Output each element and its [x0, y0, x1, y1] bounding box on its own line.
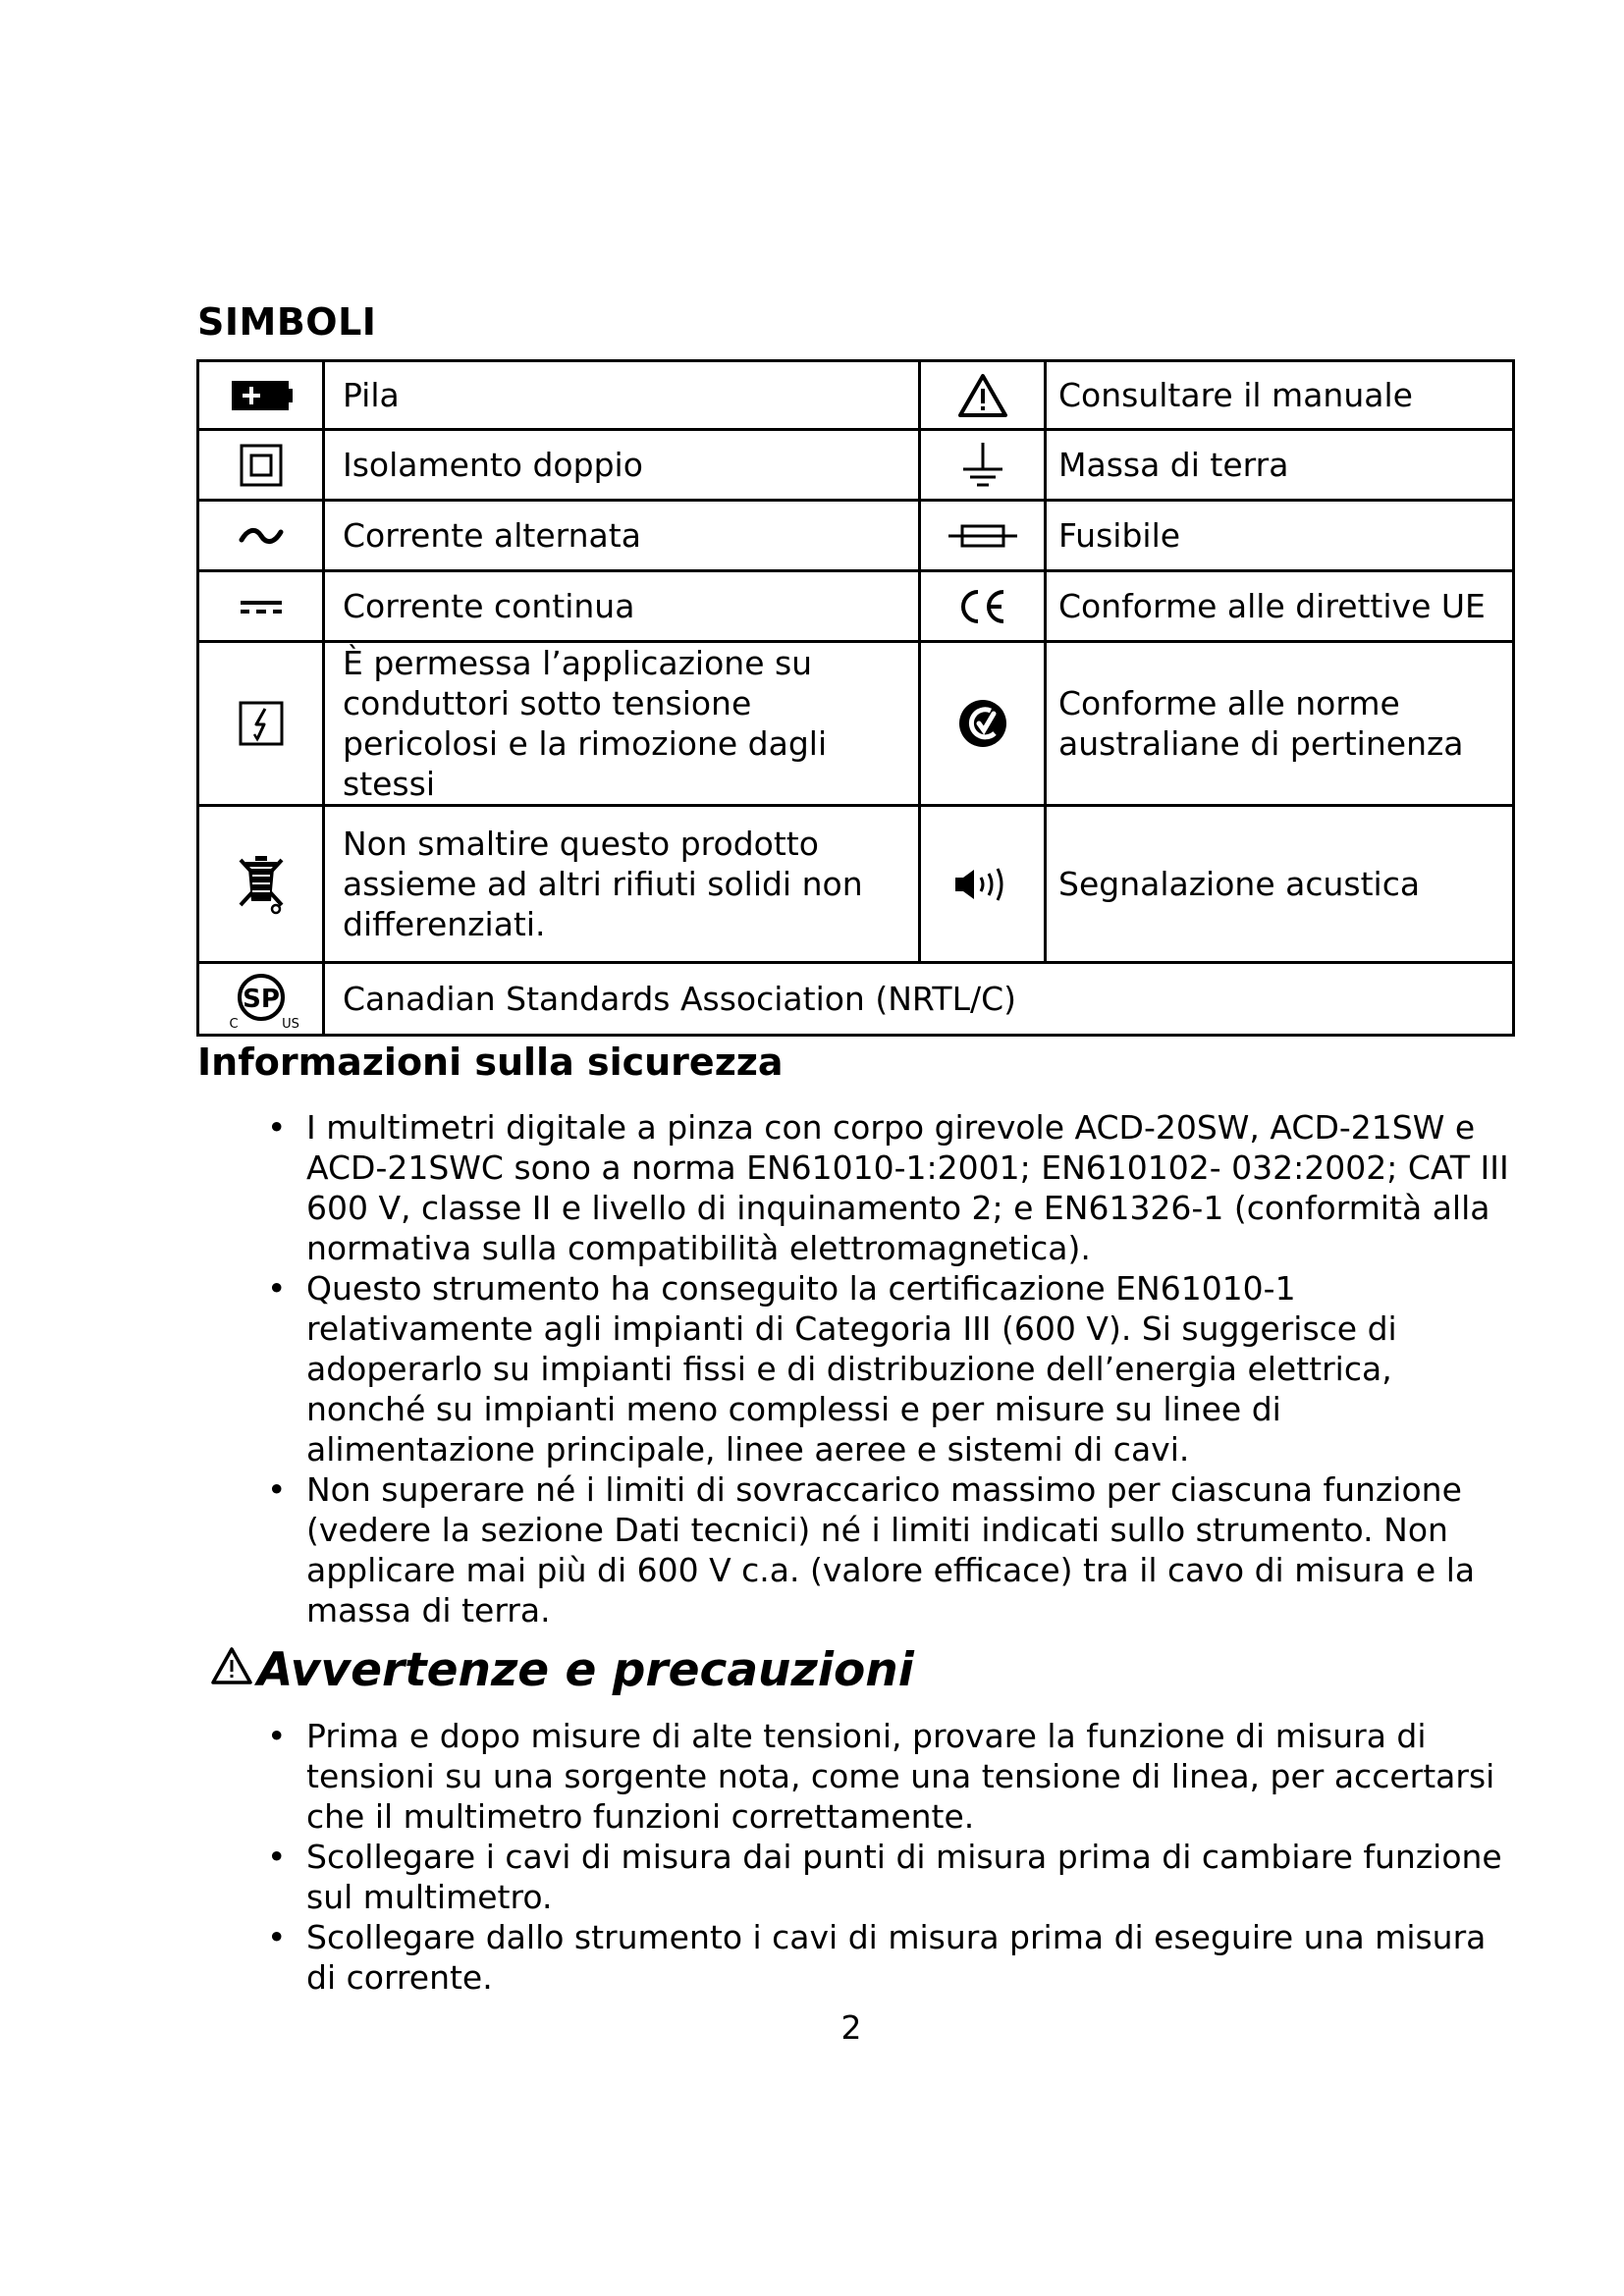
symbol-label: Segnalazione acustica [1046, 806, 1514, 963]
warnings-heading-text: Avvertenze e precauzioni [257, 1643, 914, 1697]
list-item: • Scollegare i cavi di misura dai punti di misura prima di cambiare funzione sul multimetro. [267, 1837, 1514, 1917]
dc-icon [198, 571, 324, 642]
c-tick-icon [920, 642, 1046, 806]
symbol-label: Corrente continua [324, 571, 920, 642]
symbols-row [198, 501, 1514, 571]
symbol-label: Consultare il manuale [1046, 361, 1514, 430]
csa-mark-us: US [281, 1016, 299, 1031]
symbol-label: Fusibile [1046, 501, 1514, 571]
csa-mark-icon [198, 963, 324, 1036]
hazardous-live-icon [198, 642, 324, 806]
warnings-list [267, 1716, 1514, 1998]
list-item: • Questo strumento ha conseguito la certificazione EN61010-1 relativamente agli impianti di Categoria III (600 V). Si suggerisce di adoperarlo su impianti fissi e di distribuzione dell’energia elettrica, nonché su impianti meno complessi e per misure su linee di alimentazione principale, linee aeree e sistemi di cavi. [267, 1268, 1514, 1469]
symbol-label: Canadian Standards Association (NRTL/C) [324, 963, 1514, 1036]
symbols-row [198, 963, 1514, 1036]
symbols-row [198, 806, 1514, 963]
weee-bin-icon [198, 806, 324, 963]
symbol-label: È permessa l’applicazione su conduttori sotto tensione pericolosi e la rimozione dagli stessi [324, 642, 920, 806]
warning-triangle-icon [920, 361, 1046, 430]
double-insulation-icon [198, 430, 324, 501]
battery-icon [198, 361, 324, 430]
symbols-row [198, 430, 1514, 501]
symbols-table [196, 359, 1515, 1037]
symbol-label: Massa di terra [1046, 430, 1514, 501]
symbol-label: Isolamento doppio [324, 430, 920, 501]
list-item: • Prima e dopo misure di alte tensioni, provare la funzione di misura di tensioni su una sorgente nota, come una tensione di linea, per accertarsi che il multimetro funzioni correttamente. [267, 1716, 1514, 1837]
warning-triangle-icon [210, 1643, 253, 1697]
csa-mark-letters: SP [242, 984, 280, 1014]
page-number: 2 [840, 2008, 862, 2047]
symbol-label: Conforme alle direttive UE [1046, 571, 1514, 642]
csa-mark-c: C [228, 1016, 239, 1031]
symbol-label: Non smaltire questo prodotto assieme ad altri rifiuti solidi non differenziati. [324, 806, 920, 963]
symbols-row [198, 642, 1514, 806]
symbol-label: Corrente alternata [324, 501, 920, 571]
symbols-row [198, 361, 1514, 430]
ground-icon [920, 430, 1046, 501]
list-item: • I multimetri digitale a pinza con corpo girevole ACD-20SW, ACD-21SW e ACD-21SWC sono a norma EN61010-1:2001; EN610102- 032:2002; CAT III 600 V, classe II e livello di inquinamento 2; e EN61326-1 (conformità alla normativa sulla compatibilità elettromagnetica). [267, 1107, 1514, 1268]
warnings-heading [210, 1643, 914, 1697]
ac-tilde-icon [198, 501, 324, 571]
symbol-label: Conforme alle norme australiane di pertinenza [1046, 642, 1514, 806]
list-item: • Non superare né i limiti di sovraccarico massimo per ciascuna funzione (vedere la sezione Dati tecnici) né i limiti indicati sullo strumento. Non applicare mai più di 600 V c.a. (valore efficace) tra il cavo di misura e la massa di terra. [267, 1469, 1514, 1630]
beeper-icon [920, 806, 1046, 963]
symbol-label: Pila [324, 361, 920, 430]
safety-heading: Informazioni sulla sicurezza [197, 1041, 784, 1084]
symbols-row [198, 571, 1514, 642]
safety-list [267, 1107, 1514, 1630]
symbols-heading: SIMBOLI [197, 300, 377, 344]
ce-mark-icon [920, 571, 1046, 642]
list-item: • Scollegare dallo strumento i cavi di misura prima di eseguire una misura di corrente. [267, 1917, 1514, 1998]
fuse-icon [920, 501, 1046, 571]
